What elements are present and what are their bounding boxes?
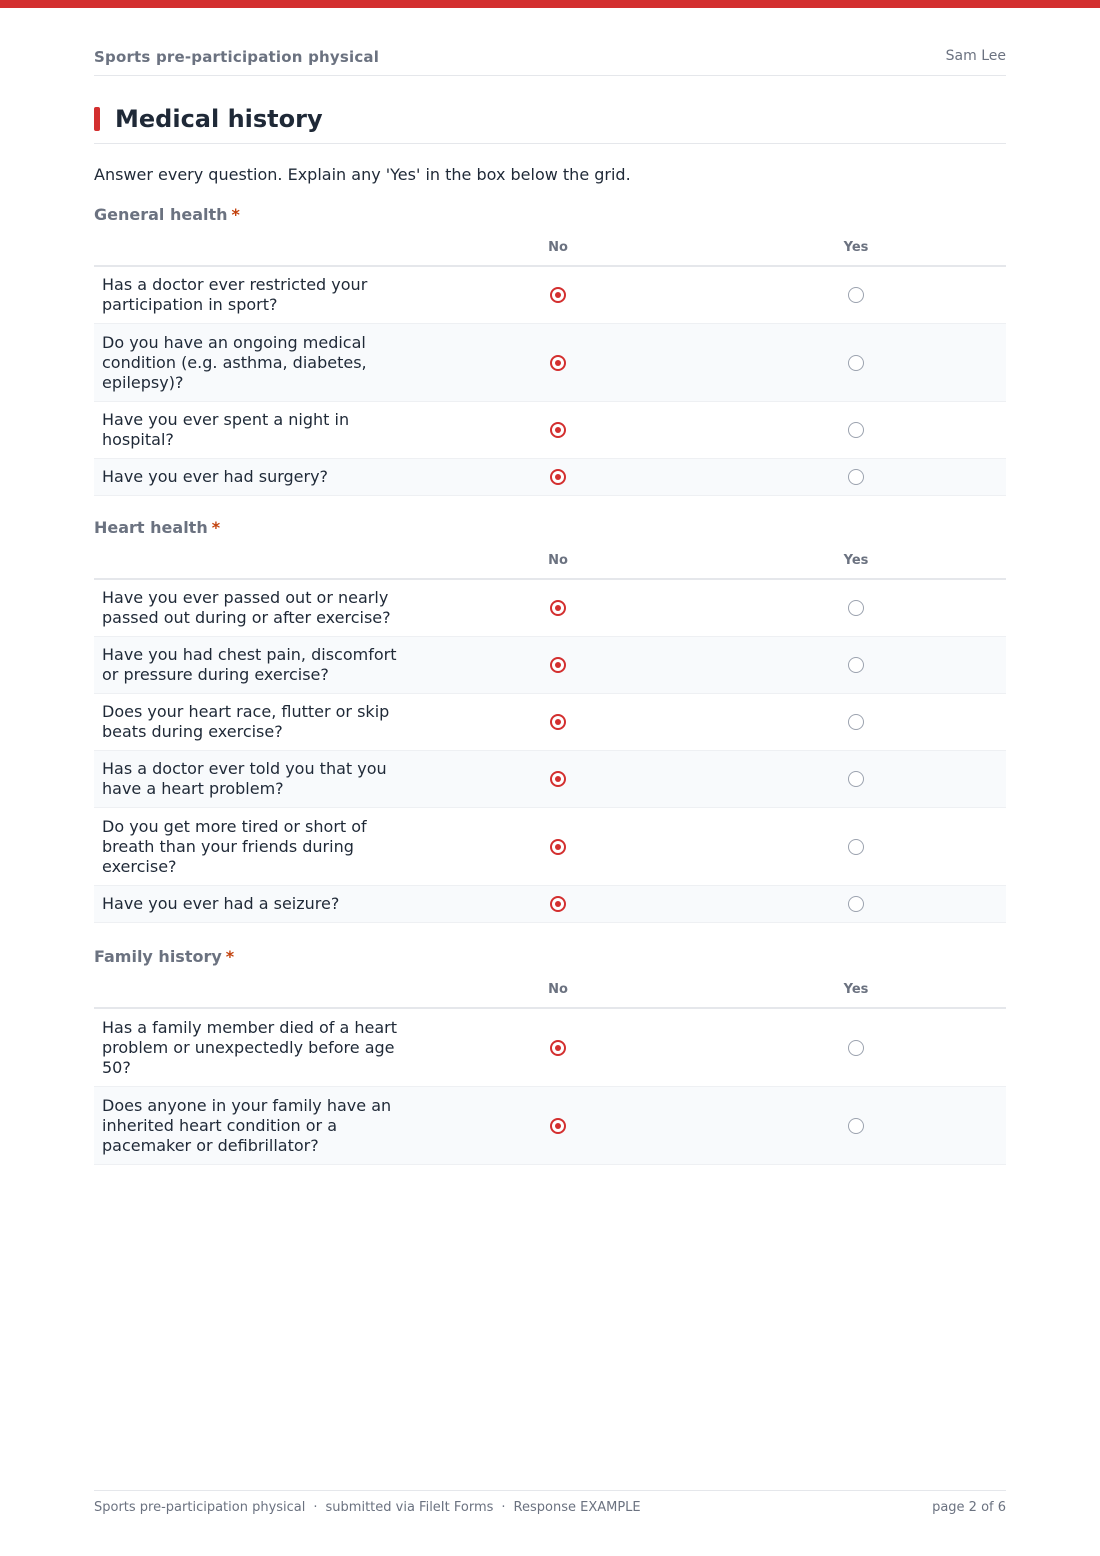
footer-separator: · xyxy=(313,1500,318,1515)
radio-yes[interactable] xyxy=(848,287,864,303)
section-title: Medical history xyxy=(115,105,323,133)
radio-no[interactable] xyxy=(550,771,566,787)
radio-yes[interactable] xyxy=(848,1118,864,1134)
footer-left xyxy=(94,1500,641,1515)
question-row xyxy=(94,886,1006,923)
document-title: Sports pre-participation physical xyxy=(94,48,380,66)
radio-no[interactable] xyxy=(550,287,566,303)
radio-no[interactable] xyxy=(550,1118,566,1134)
radio-yes[interactable] xyxy=(848,422,864,438)
grid-header xyxy=(94,227,1006,267)
radio-no[interactable] xyxy=(550,657,566,673)
question-row xyxy=(94,694,1006,751)
radio-yes[interactable] xyxy=(848,600,864,616)
radio-yes[interactable] xyxy=(848,771,864,787)
question-text: Does anyone in your family have an inherited heart condition or a pacemaker or defibrillator? xyxy=(102,1095,392,1155)
radio-grid xyxy=(94,969,1006,1165)
question-text: Have you ever spent a night in hospital? xyxy=(102,410,350,449)
question-text: Have you ever passed out or nearly passed out during or after exercise? xyxy=(102,588,391,627)
section-heading xyxy=(94,104,1006,144)
question-row xyxy=(94,324,1006,402)
radio-yes[interactable] xyxy=(848,896,864,912)
group-title xyxy=(94,947,1006,969)
footer-separator: · xyxy=(501,1500,506,1515)
question-row xyxy=(94,1009,1006,1087)
column-label-no: No xyxy=(548,553,568,568)
question-text: Do you get more tired or short of breath than your friends during exercise? xyxy=(102,816,367,876)
question-row xyxy=(94,402,1006,459)
radio-yes[interactable] xyxy=(848,355,864,371)
group-title xyxy=(94,518,1006,540)
required-marker: * xyxy=(211,518,221,537)
question-row xyxy=(94,1087,1006,1165)
radio-no[interactable] xyxy=(550,422,566,438)
footer-response-id: Response EXAMPLE xyxy=(513,1500,641,1515)
group-title-text: General health xyxy=(94,205,228,224)
column-label-yes: Yes xyxy=(843,553,869,568)
page-header xyxy=(94,48,1006,76)
question-text: Have you ever had surgery? xyxy=(102,467,329,486)
footer-submitted-via: submitted via FileIt Forms xyxy=(325,1500,494,1515)
question-group xyxy=(94,205,1006,496)
radio-no[interactable] xyxy=(550,355,566,371)
radio-yes[interactable] xyxy=(848,1040,864,1056)
footer-page-number: page 2 of 6 xyxy=(932,1500,1006,1515)
question-row xyxy=(94,459,1006,496)
radio-grid xyxy=(94,227,1006,496)
question-group xyxy=(94,947,1006,1165)
question-row xyxy=(94,267,1006,324)
radio-yes[interactable] xyxy=(848,839,864,855)
instructions-text: Answer every question. Explain any 'Yes' in the box below the grid. xyxy=(94,165,631,184)
question-text: Do you have an ongoing medical condition (e.g. asthma, diabetes, epilepsy)? xyxy=(102,332,367,392)
footer-form-name: Sports pre-participation physical xyxy=(94,1500,306,1515)
group-title xyxy=(94,205,1006,227)
radio-yes[interactable] xyxy=(848,657,864,673)
top-accent-bar xyxy=(0,0,1100,8)
question-text: Does your heart race, flutter or skip beats during exercise? xyxy=(102,702,390,741)
question-text: Has a family member died of a heart problem or unexpectedly before age 50? xyxy=(102,1017,398,1077)
column-label-no: No xyxy=(548,982,568,997)
column-label-yes: Yes xyxy=(843,240,869,255)
question-text: Have you had chest pain, discomfort or pressure during exercise? xyxy=(102,645,397,684)
radio-no[interactable] xyxy=(550,600,566,616)
page-footer xyxy=(94,1490,1006,1520)
user-name: Sam Lee xyxy=(945,48,1006,64)
radio-no[interactable] xyxy=(550,839,566,855)
radio-yes[interactable] xyxy=(848,469,864,485)
group-title-text: Family history xyxy=(94,947,222,966)
question-text: Have you ever had a seizure? xyxy=(102,894,340,913)
radio-no[interactable] xyxy=(550,1040,566,1056)
question-text: Has a doctor ever restricted your participation in sport? xyxy=(102,275,368,314)
question-row xyxy=(94,637,1006,694)
grid-header xyxy=(94,969,1006,1009)
radio-no[interactable] xyxy=(550,714,566,730)
column-label-no: No xyxy=(548,240,568,255)
radio-yes[interactable] xyxy=(848,714,864,730)
group-title-text: Heart health xyxy=(94,518,208,537)
question-group xyxy=(94,518,1006,923)
question-row xyxy=(94,751,1006,808)
grid-header xyxy=(94,540,1006,580)
radio-grid xyxy=(94,540,1006,923)
required-marker: * xyxy=(225,947,235,966)
question-row xyxy=(94,580,1006,637)
question-text: Has a doctor ever told you that you have a heart problem? xyxy=(102,759,387,798)
required-marker: * xyxy=(231,205,240,224)
column-label-yes: Yes xyxy=(843,982,869,997)
radio-no[interactable] xyxy=(550,896,566,912)
radio-no[interactable] xyxy=(550,469,566,485)
question-row xyxy=(94,808,1006,886)
section-accent-marker xyxy=(94,107,100,131)
